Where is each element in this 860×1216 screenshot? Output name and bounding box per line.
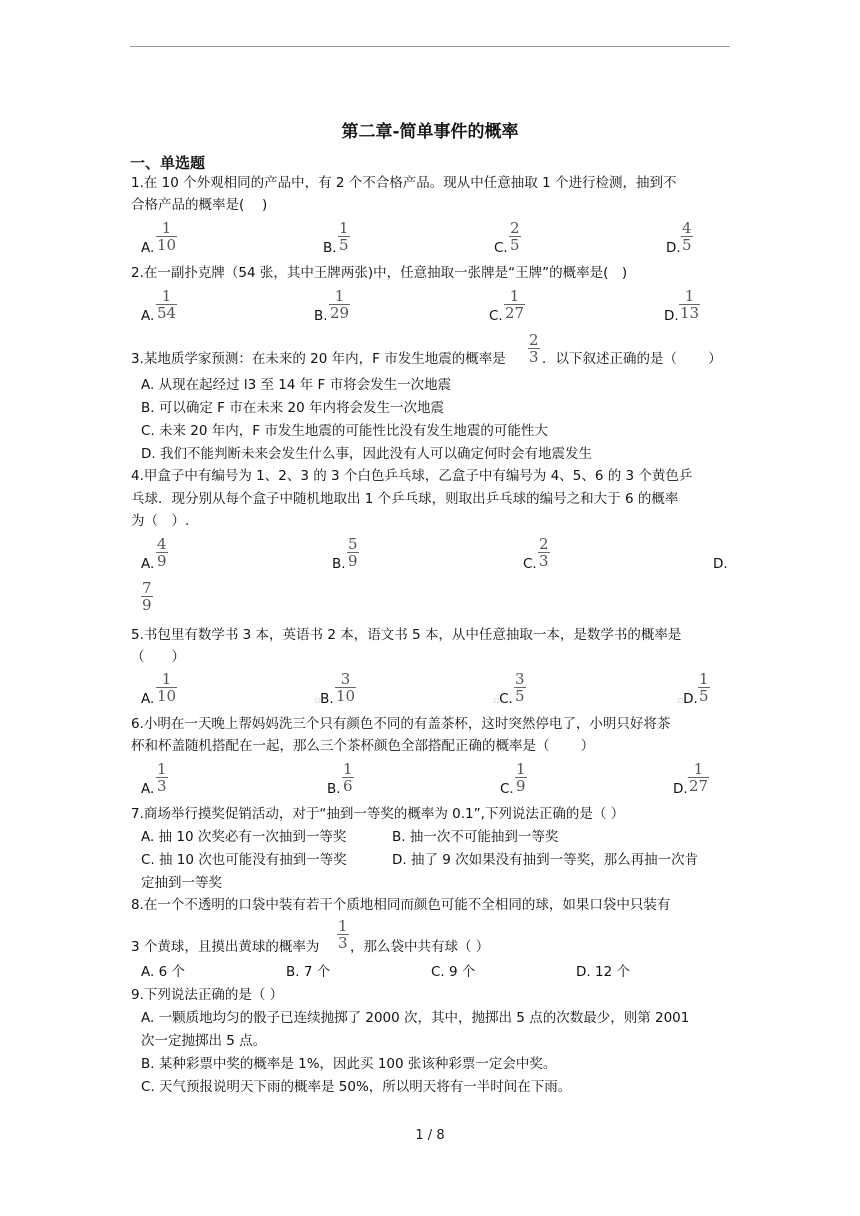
- q6-option-c-label: C.: [500, 781, 514, 797]
- q1-option-d-fraction: [681, 221, 693, 253]
- q3-stem-end: ．以下叙述正确的是（ ）: [542, 351, 722, 367]
- q5-line-2: （ ）: [131, 649, 185, 665]
- q2-option-c-label: C.: [489, 308, 503, 324]
- q1-option-a-label: A.: [141, 240, 155, 256]
- q6-option-b-label: B.: [327, 781, 341, 797]
- q4-option-c-label: C.: [523, 556, 537, 572]
- q4-c-denominator: 3: [539, 552, 549, 570]
- q3-stem: [131, 349, 506, 369]
- q8-fraction: [337, 919, 349, 951]
- q1-option-a-fraction: [156, 221, 177, 253]
- q4-option-b-fraction: [347, 537, 359, 569]
- q3-option-b: B. 可以确定 F 市在未来 20 年内将会发生一次地震: [141, 400, 444, 416]
- q5-option-d-fraction: [698, 672, 710, 704]
- q9-option-a-line-2: 次一定抛掷出 5 点。: [141, 1033, 267, 1049]
- q4-option-c-fraction: [538, 537, 550, 569]
- q5-b-numerator: 3: [340, 670, 351, 688]
- q6-c-numerator: 1: [516, 760, 526, 778]
- q5-option-b-fraction: [335, 672, 356, 704]
- q8-denominator: 3: [338, 934, 348, 952]
- q5-option-c-fraction: [514, 672, 526, 704]
- q2-option-a-fraction: [156, 289, 177, 321]
- q5-option-b-label: ▫B.: [314, 691, 334, 707]
- q2-option-d-fraction: [679, 289, 700, 321]
- q2-d-denominator: 13: [680, 304, 700, 322]
- q8-option-b: B. 7 个: [286, 964, 331, 980]
- q1-option-d-label: D.: [666, 240, 681, 256]
- q4-b-numerator: 5: [348, 535, 358, 553]
- q1-line-1: 1.在 10 个外观相同的产品中，有 2 个不合格产品。现从中任意抽取 1 个进行检测，抽到不: [131, 175, 677, 191]
- q1-option-b-fraction: [338, 221, 350, 253]
- q5-d-denominator: 5: [699, 687, 709, 705]
- q8-option-d: D. 12 个: [576, 964, 630, 980]
- section-heading: 一、单选题: [130, 154, 206, 172]
- q5-c-numerator: 3: [515, 670, 525, 688]
- q2-a-denominator: 54: [157, 304, 177, 322]
- q2-b-denominator: 29: [330, 304, 350, 322]
- q2-c-denominator: 27: [505, 304, 525, 322]
- q1-option-c-label: C.: [494, 240, 508, 256]
- q6-d-denominator: 27: [689, 777, 709, 795]
- q2-option-b-label: B.: [314, 308, 328, 324]
- q9-option-a-line-1: A. 一颗质地均匀的骰子已连续抛掷了 2000 次，其中，抛掷出 5 点的次数最少，则第 2001: [141, 1010, 690, 1026]
- q3-stem-denominator: 3: [529, 348, 539, 366]
- q4-option-a-label: A.: [141, 556, 155, 572]
- q5-a-numerator: 1: [161, 670, 172, 688]
- q3-stem-fraction: [528, 333, 540, 365]
- q6-line-1: 6.小明在一天晚上帮妈妈洗三个只有颜色不同的有盖茶杯，这时突然停电了，小明只好将茶: [131, 716, 671, 732]
- q9-option-b: B. 某种彩票中奖的概率是 1%，因此买 100 张该种彩票一定会中奖。: [141, 1056, 557, 1072]
- q8-line-1: 8.在一个不透明的口袋中装有若干个质地相同而颜色可能不全相同的球，如果口袋中只装有: [131, 897, 671, 913]
- q6-b-numerator: 1: [343, 760, 353, 778]
- q4-a-numerator: 4: [157, 535, 167, 553]
- q2-line-1: 2.在一副扑克牌（54 张，其中王牌两张)中，任意抽取一张牌是“王牌”的概率是( ): [131, 265, 628, 281]
- q4-line-1: 4.甲盒子中有编号为 1、2、3 的 3 个白色乒乓球，乙盒子中有编号为 4、5、6 的 3 个黄色乒: [131, 468, 693, 484]
- q6-a-numerator: 1: [157, 760, 167, 778]
- q2-b-numerator: 1: [334, 287, 345, 305]
- q3-stem-text: 3.某地质学家预测：在未来的 20 年内，F 市发生地震的概率是: [131, 351, 506, 367]
- q3-option-d: D. 我们不能判断未来会发生什么事，因此没有人可以确定何时会有地震发生: [141, 446, 592, 462]
- q3-option-c: C. 未来 20 年内，F 市发生地震的可能性比没有发生地震的可能性大: [141, 423, 548, 439]
- q6-option-d-label: D.: [673, 781, 688, 797]
- q7-option-d-line-1: D. 抽了 9 次如果没有抽到一等奖，那么再抽一次肯: [392, 852, 699, 868]
- q5-b-denominator: 10: [336, 687, 356, 705]
- q8-numerator: 1: [338, 917, 348, 935]
- q7-option-a: A. 抽 10 次奖必有一次抽到一等奖: [141, 829, 347, 845]
- q6-option-c-fraction: [515, 762, 527, 794]
- q7-option-c: C. 抽 10 次也可能没有抽到一等奖: [141, 852, 347, 868]
- q5-option-c-label: ▫C.: [493, 691, 513, 707]
- q8-option-a: A. 6 个: [141, 964, 185, 980]
- q5-option-d-label-text: D.: [683, 691, 698, 707]
- q6-option-a-fraction: [156, 762, 168, 794]
- q3-stem-numerator: 2: [529, 331, 539, 349]
- q4-d-numerator: 7: [142, 579, 152, 597]
- q4-option-a-fraction: [156, 537, 168, 569]
- q1-line-2: 合格产品的概率是( ): [131, 197, 268, 213]
- q8-option-c: C. 9 个: [431, 964, 476, 980]
- q2-option-d-label: D.: [664, 308, 679, 324]
- q5-option-d-label: ▫D.: [677, 691, 698, 707]
- q2-a-numerator: 1: [161, 287, 172, 305]
- q1-option-b-label: B.: [323, 240, 337, 256]
- q2-option-a-label: A.: [141, 308, 155, 324]
- q4-b-denominator: 9: [348, 552, 358, 570]
- q9-line-1: 9.下列说法正确的是（ ）: [131, 987, 284, 1003]
- q1-a-numerator: 1: [161, 219, 172, 237]
- q2-d-numerator: 1: [684, 287, 695, 305]
- header-rule: [130, 46, 730, 47]
- q4-option-b-label: B.: [332, 556, 346, 572]
- q1-c-numerator: 2: [510, 219, 520, 237]
- q5-d-numerator: 1: [699, 670, 709, 688]
- q6-option-a-label: A.: [141, 781, 155, 797]
- q2-option-b-fraction: [329, 289, 350, 321]
- q2-c-numerator: 1: [509, 287, 520, 305]
- q5-line-1: 5.书包里有数学书 3 本，英语书 2 本，语文书 5 本，从中任意抽取一本，是数学书的概率是: [131, 627, 682, 643]
- q1-d-denominator: 5: [682, 236, 692, 254]
- q6-line-2: 杯和杯盖随机搭配在一起，那么三个茶杯颜色全部搭配正确的概率是（ ）: [131, 738, 595, 754]
- q6-option-d-fraction: [688, 762, 709, 794]
- q5-a-denominator: 10: [157, 687, 177, 705]
- q4-c-numerator: 2: [539, 535, 549, 553]
- q3-option-a: A. 从现在起经过 l3 至 14 年 F 市将会发生一次地震: [141, 377, 452, 393]
- q5-option-a-label: A.: [141, 691, 155, 707]
- q6-a-denominator: 3: [157, 777, 167, 795]
- page-title: 第二章-简单事件的概率: [341, 122, 519, 142]
- q7-option-b: B. 抽一次不可能抽到一等奖: [392, 829, 559, 845]
- page-number: 1 / 8: [415, 1128, 445, 1143]
- q4-option-d-fraction: [141, 581, 153, 613]
- q4-line-3: 为（ ）.: [131, 513, 190, 529]
- q5-option-b-label-text: B.: [320, 691, 334, 707]
- q7-line-1: 7.商场举行摸奖促销活动，对于“抽到一等奖的概率为 0.1”,下列说法正确的是（ ）: [131, 806, 625, 822]
- q4-line-2: 乓球．现分别从每个盒子中随机地取出 1 个乒乓球，则取出乒乓球的编号之和大于 6 的概率: [131, 491, 679, 507]
- q1-option-c-fraction: [509, 221, 521, 253]
- q7-option-d-line-2: 定抽到一等奖: [141, 875, 222, 891]
- q5-option-c-label-text: C.: [499, 691, 513, 707]
- q1-a-denominator: 10: [157, 236, 177, 254]
- q9-option-c: C. 天气预报说明天下雨的概率是 50%，所以明天将有一半时间在下雨。: [141, 1079, 572, 1095]
- q5-option-a-fraction: [156, 672, 177, 704]
- q1-c-denominator: 5: [510, 236, 520, 254]
- q6-c-denominator: 9: [516, 777, 526, 795]
- q4-d-denominator: 9: [142, 596, 152, 614]
- q1-b-denominator: 5: [339, 236, 349, 254]
- q6-option-b-fraction: [342, 762, 354, 794]
- q1-b-numerator: 1: [339, 219, 349, 237]
- q8-line-2-end: ，那么袋中共有球（ ）: [350, 939, 490, 955]
- q8-line-2: 3 个黄球，且摸出黄球的概率为: [131, 939, 320, 955]
- q4-option-d-label: D.: [713, 556, 728, 572]
- q2-option-c-fraction: [504, 289, 525, 321]
- q6-d-numerator: 1: [693, 760, 704, 778]
- q4-a-denominator: 9: [157, 552, 167, 570]
- q5-c-denominator: 5: [515, 687, 525, 705]
- q6-b-denominator: 6: [343, 777, 353, 795]
- q1-d-numerator: 4: [682, 219, 692, 237]
